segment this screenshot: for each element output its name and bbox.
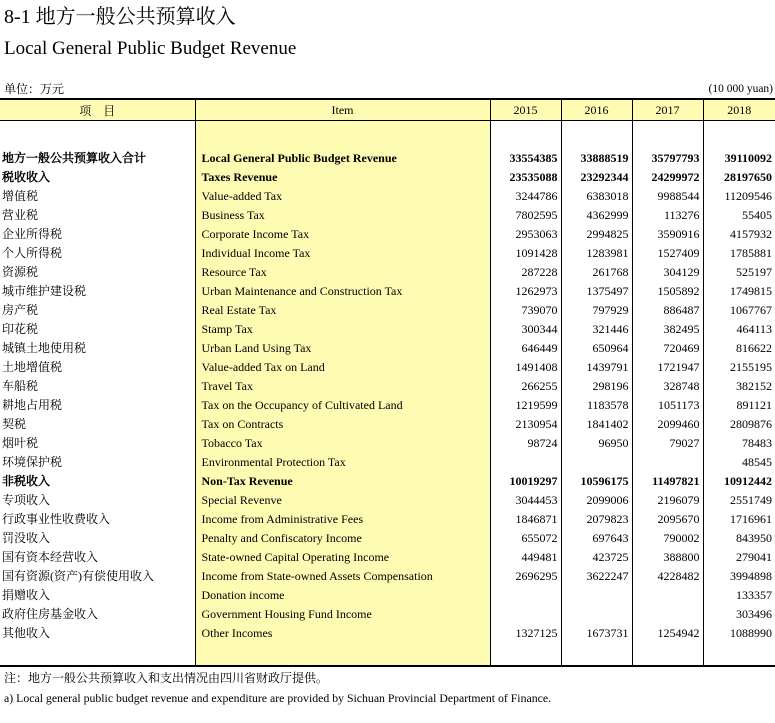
row-label-cn: 税收收入 <box>2 170 51 184</box>
row-label-en: Special Revenve <box>195 491 490 510</box>
cell-value-2016: 1375497 <box>561 282 632 301</box>
cell-value-2018: 28197650 <box>703 168 775 187</box>
row-label-cn: 房产税 <box>2 303 39 317</box>
cell-value-2017: 2196079 <box>632 491 703 510</box>
cell-value-2017: 328748 <box>632 377 703 396</box>
row-label-en: Individual Income Tax <box>195 244 490 263</box>
cell-value-2015: 300344 <box>490 320 561 339</box>
row-label-cn: 捐赠收入 <box>2 588 51 602</box>
table-row <box>0 339 775 358</box>
cell-value-2018: 279041 <box>703 548 775 567</box>
cell-value-2017: 1505892 <box>632 282 703 301</box>
cell-value-2018: 3994898 <box>703 567 775 586</box>
table-row <box>0 206 775 225</box>
header-year-2016: 2016 <box>561 99 632 121</box>
cell-value-2016: 96950 <box>561 434 632 453</box>
cell-value-2015: 739070 <box>490 301 561 320</box>
footnote-en: a) Local general public budget revenue and expenditure are provided by Sichuan Provincial Department of Finance. <box>4 691 552 705</box>
row-label-en: Income from Administrative Fees <box>195 510 490 529</box>
row-label-en: Non-Tax Revenue <box>195 472 490 491</box>
table-row <box>0 567 775 586</box>
cell-value-2017 <box>632 586 703 605</box>
row-label-en: Corporate Income Tax <box>195 225 490 244</box>
cell-value-2015: 10019297 <box>490 472 561 491</box>
cell-value-2015: 2953063 <box>490 225 561 244</box>
cell-value-2017: 382495 <box>632 320 703 339</box>
cell-value-2017: 9988544 <box>632 187 703 206</box>
table-row <box>0 320 775 339</box>
cell-value-2016: 1673731 <box>561 624 632 643</box>
cell-value-2015: 2130954 <box>490 415 561 434</box>
header-year-2015: 2015 <box>490 99 561 121</box>
page-title-en: Local General Public Budget Revenue <box>4 38 297 59</box>
revenue-table <box>0 98 775 667</box>
cell-value-2015: 1327125 <box>490 624 561 643</box>
cell-value-2017: 1254942 <box>632 624 703 643</box>
cell-value-2015: 266255 <box>490 377 561 396</box>
row-label-cn: 国有资源(资产)有偿使用收入 <box>2 569 154 583</box>
page-title-cn: 8-1 地方一般公共预算收入 <box>4 6 236 28</box>
row-label-en: Resource Tax <box>195 263 490 282</box>
table-row <box>0 377 775 396</box>
row-label-en: Value-added Tax on Land <box>195 358 490 377</box>
cell-value-2017: 388800 <box>632 548 703 567</box>
cell-value-2018: 891121 <box>703 396 775 415</box>
row-label-cn: 城市维护建设税 <box>2 284 87 298</box>
cell-value-2016: 298196 <box>561 377 632 396</box>
table-row <box>0 396 775 415</box>
cell-value-2018: 1067767 <box>703 301 775 320</box>
header-year-2017: 2017 <box>632 99 703 121</box>
row-label-cn: 营业税 <box>2 208 39 222</box>
row-label-cn: 耕地占用税 <box>2 398 63 412</box>
cell-value-2018: 2809876 <box>703 415 775 434</box>
cell-value-2015: 646449 <box>490 339 561 358</box>
row-label-cn: 专项收入 <box>2 493 51 507</box>
cell-value-2018: 2551749 <box>703 491 775 510</box>
cell-value-2017: 790002 <box>632 529 703 548</box>
cell-value-2017: 35797793 <box>632 149 703 168</box>
cell-value-2017: 3590916 <box>632 225 703 244</box>
cell-value-2017: 11497821 <box>632 472 703 491</box>
cell-value-2017: 304129 <box>632 263 703 282</box>
cell-value-2016: 1283981 <box>561 244 632 263</box>
cell-value-2016: 23292344 <box>561 168 632 187</box>
cell-value-2016: 2994825 <box>561 225 632 244</box>
row-label-cn: 国有资本经营收入 <box>2 550 99 564</box>
cell-value-2016: 423725 <box>561 548 632 567</box>
cell-value-2018: 1716961 <box>703 510 775 529</box>
unit-label-cn: 单位：万元 <box>4 82 65 96</box>
row-label-en: Real Estate Tax <box>195 301 490 320</box>
footnote-cn: 注：地方一般公共预算收入和支出情况由四川省财政厅提供。 <box>4 671 329 685</box>
cell-value-2018: 1749815 <box>703 282 775 301</box>
table-row <box>0 624 775 643</box>
cell-value-2018: 10912442 <box>703 472 775 491</box>
row-label-en: Urban Land Using Tax <box>195 339 490 358</box>
cell-value-2018: 133357 <box>703 586 775 605</box>
cell-value-2015: 287228 <box>490 263 561 282</box>
row-label-en: State-owned Capital Operating Income <box>195 548 490 567</box>
cell-value-2016: 261768 <box>561 263 632 282</box>
table-row <box>0 491 775 510</box>
row-label-en: Travel Tax <box>195 377 490 396</box>
row-label-cn: 个人所得税 <box>2 246 63 260</box>
row-label-en: Local General Public Budget Revenue <box>195 149 490 168</box>
cell-value-2017 <box>632 605 703 624</box>
cell-value-2018: 39110092 <box>703 149 775 168</box>
cell-value-2016: 650964 <box>561 339 632 358</box>
table-row <box>0 282 775 301</box>
cell-value-2017: 79027 <box>632 434 703 453</box>
header-item-en: Item <box>195 99 490 121</box>
cell-value-2017: 113276 <box>632 206 703 225</box>
row-label-cn: 行政事业性收费收入 <box>2 512 111 526</box>
row-label-en: Taxes Revenue <box>195 168 490 187</box>
cell-value-2018: 55405 <box>703 206 775 225</box>
row-label-cn: 土地增值税 <box>2 360 63 374</box>
row-label-cn: 增值税 <box>2 189 39 203</box>
cell-value-2015: 1091428 <box>490 244 561 263</box>
cell-value-2015: 2696295 <box>490 567 561 586</box>
cell-value-2015: 3044453 <box>490 491 561 510</box>
cell-value-2015: 655072 <box>490 529 561 548</box>
table-row <box>0 244 775 263</box>
cell-value-2017: 4228482 <box>632 567 703 586</box>
cell-value-2015: 7802595 <box>490 206 561 225</box>
table-row <box>0 225 775 244</box>
cell-value-2015: 98724 <box>490 434 561 453</box>
cell-value-2016: 1439791 <box>561 358 632 377</box>
table-row <box>0 548 775 567</box>
table-row <box>0 301 775 320</box>
cell-value-2016: 2079823 <box>561 510 632 529</box>
cell-value-2018: 1088990 <box>703 624 775 643</box>
cell-value-2017: 1721947 <box>632 358 703 377</box>
cell-value-2017: 2099460 <box>632 415 703 434</box>
cell-value-2016: 321446 <box>561 320 632 339</box>
cell-value-2016: 697643 <box>561 529 632 548</box>
cell-value-2017: 720469 <box>632 339 703 358</box>
row-label-en: Environmental Protection Tax <box>195 453 490 472</box>
cell-value-2018: 2155195 <box>703 358 775 377</box>
cell-value-2017: 1051173 <box>632 396 703 415</box>
cell-value-2016: 6383018 <box>561 187 632 206</box>
row-label-cn: 罚没收入 <box>2 531 51 545</box>
cell-value-2015: 1262973 <box>490 282 561 301</box>
row-label-cn: 企业所得税 <box>2 227 63 241</box>
cell-value-2016 <box>561 605 632 624</box>
cell-value-2016: 10596175 <box>561 472 632 491</box>
cell-value-2015: 449481 <box>490 548 561 567</box>
row-label-en: Income from State-owned Assets Compensation <box>195 567 490 586</box>
cell-value-2017: 24299972 <box>632 168 703 187</box>
cell-value-2018: 1785881 <box>703 244 775 263</box>
row-label-cn: 车船税 <box>2 379 39 393</box>
table-row <box>0 586 775 605</box>
row-label-en: Tax on Contracts <box>195 415 490 434</box>
row-label-cn: 契税 <box>2 417 27 431</box>
cell-value-2015 <box>490 586 561 605</box>
table-spacer-row <box>0 121 775 150</box>
cell-value-2018: 303496 <box>703 605 775 624</box>
table-end-row <box>0 643 775 666</box>
cell-value-2016: 2099006 <box>561 491 632 510</box>
table-row <box>0 453 775 472</box>
table-row <box>0 149 775 168</box>
cell-value-2015: 1219599 <box>490 396 561 415</box>
row-label-cn: 印花税 <box>2 322 39 336</box>
table-row <box>0 434 775 453</box>
cell-value-2016: 1841402 <box>561 415 632 434</box>
row-label-cn: 城镇土地使用税 <box>2 341 87 355</box>
cell-value-2016 <box>561 586 632 605</box>
cell-value-2016: 3622247 <box>561 567 632 586</box>
row-label-en: Stamp Tax <box>195 320 490 339</box>
cell-value-2015: 1491408 <box>490 358 561 377</box>
cell-value-2016: 4362999 <box>561 206 632 225</box>
cell-value-2016: 33888519 <box>561 149 632 168</box>
row-label-cn: 烟叶税 <box>2 436 39 450</box>
row-label-cn: 政府住房基金收入 <box>2 607 99 621</box>
cell-value-2018: 48545 <box>703 453 775 472</box>
table-row <box>0 510 775 529</box>
table-row <box>0 472 775 491</box>
row-label-en: Business Tax <box>195 206 490 225</box>
unit-label-en: (10 000 yuan) <box>708 83 773 95</box>
row-label-en: Value-added Tax <box>195 187 490 206</box>
row-label-cn: 地方一般公共预算收入合计 <box>2 151 147 165</box>
cell-value-2018: 525197 <box>703 263 775 282</box>
cell-value-2018: 843950 <box>703 529 775 548</box>
cell-value-2015 <box>490 605 561 624</box>
cell-value-2017: 1527409 <box>632 244 703 263</box>
table-row <box>0 415 775 434</box>
row-label-en: Penalty and Confiscatory Income <box>195 529 490 548</box>
row-label-en: Government Housing Fund Income <box>195 605 490 624</box>
cell-value-2016: 1183578 <box>561 396 632 415</box>
table-row <box>0 263 775 282</box>
cell-value-2018: 78483 <box>703 434 775 453</box>
cell-value-2015: 33554385 <box>490 149 561 168</box>
table-row <box>0 605 775 624</box>
cell-value-2018: 11209546 <box>703 187 775 206</box>
cell-value-2015: 23535088 <box>490 168 561 187</box>
row-label-cn: 其他收入 <box>2 626 51 640</box>
cell-value-2017 <box>632 453 703 472</box>
cell-value-2018: 816622 <box>703 339 775 358</box>
cell-value-2018: 382152 <box>703 377 775 396</box>
row-label-en: Tax on the Occupancy of Cultivated Land <box>195 396 490 415</box>
cell-value-2018: 464113 <box>703 320 775 339</box>
cell-value-2015: 1846871 <box>490 510 561 529</box>
row-label-cn: 资源税 <box>2 265 39 279</box>
cell-value-2015: 3244786 <box>490 187 561 206</box>
header-item-cn: 项 目 <box>0 99 195 121</box>
row-label-cn: 非税收入 <box>2 474 51 488</box>
row-label-en: Other Incomes <box>195 624 490 643</box>
cell-value-2016: 797929 <box>561 301 632 320</box>
header-year-2018: 2018 <box>703 99 775 121</box>
table-body <box>0 121 775 667</box>
table-row <box>0 168 775 187</box>
cell-value-2015 <box>490 453 561 472</box>
table-row <box>0 358 775 377</box>
row-label-en: Donation income <box>195 586 490 605</box>
table-row <box>0 187 775 206</box>
row-label-en: Urban Maintenance and Construction Tax <box>195 282 490 301</box>
cell-value-2017: 2095670 <box>632 510 703 529</box>
cell-value-2016 <box>561 453 632 472</box>
cell-value-2018: 4157932 <box>703 225 775 244</box>
row-label-en: Tobacco Tax <box>195 434 490 453</box>
table-row <box>0 529 775 548</box>
row-label-cn: 环境保护税 <box>2 455 63 469</box>
table-header-row <box>0 99 775 121</box>
cell-value-2017: 886487 <box>632 301 703 320</box>
